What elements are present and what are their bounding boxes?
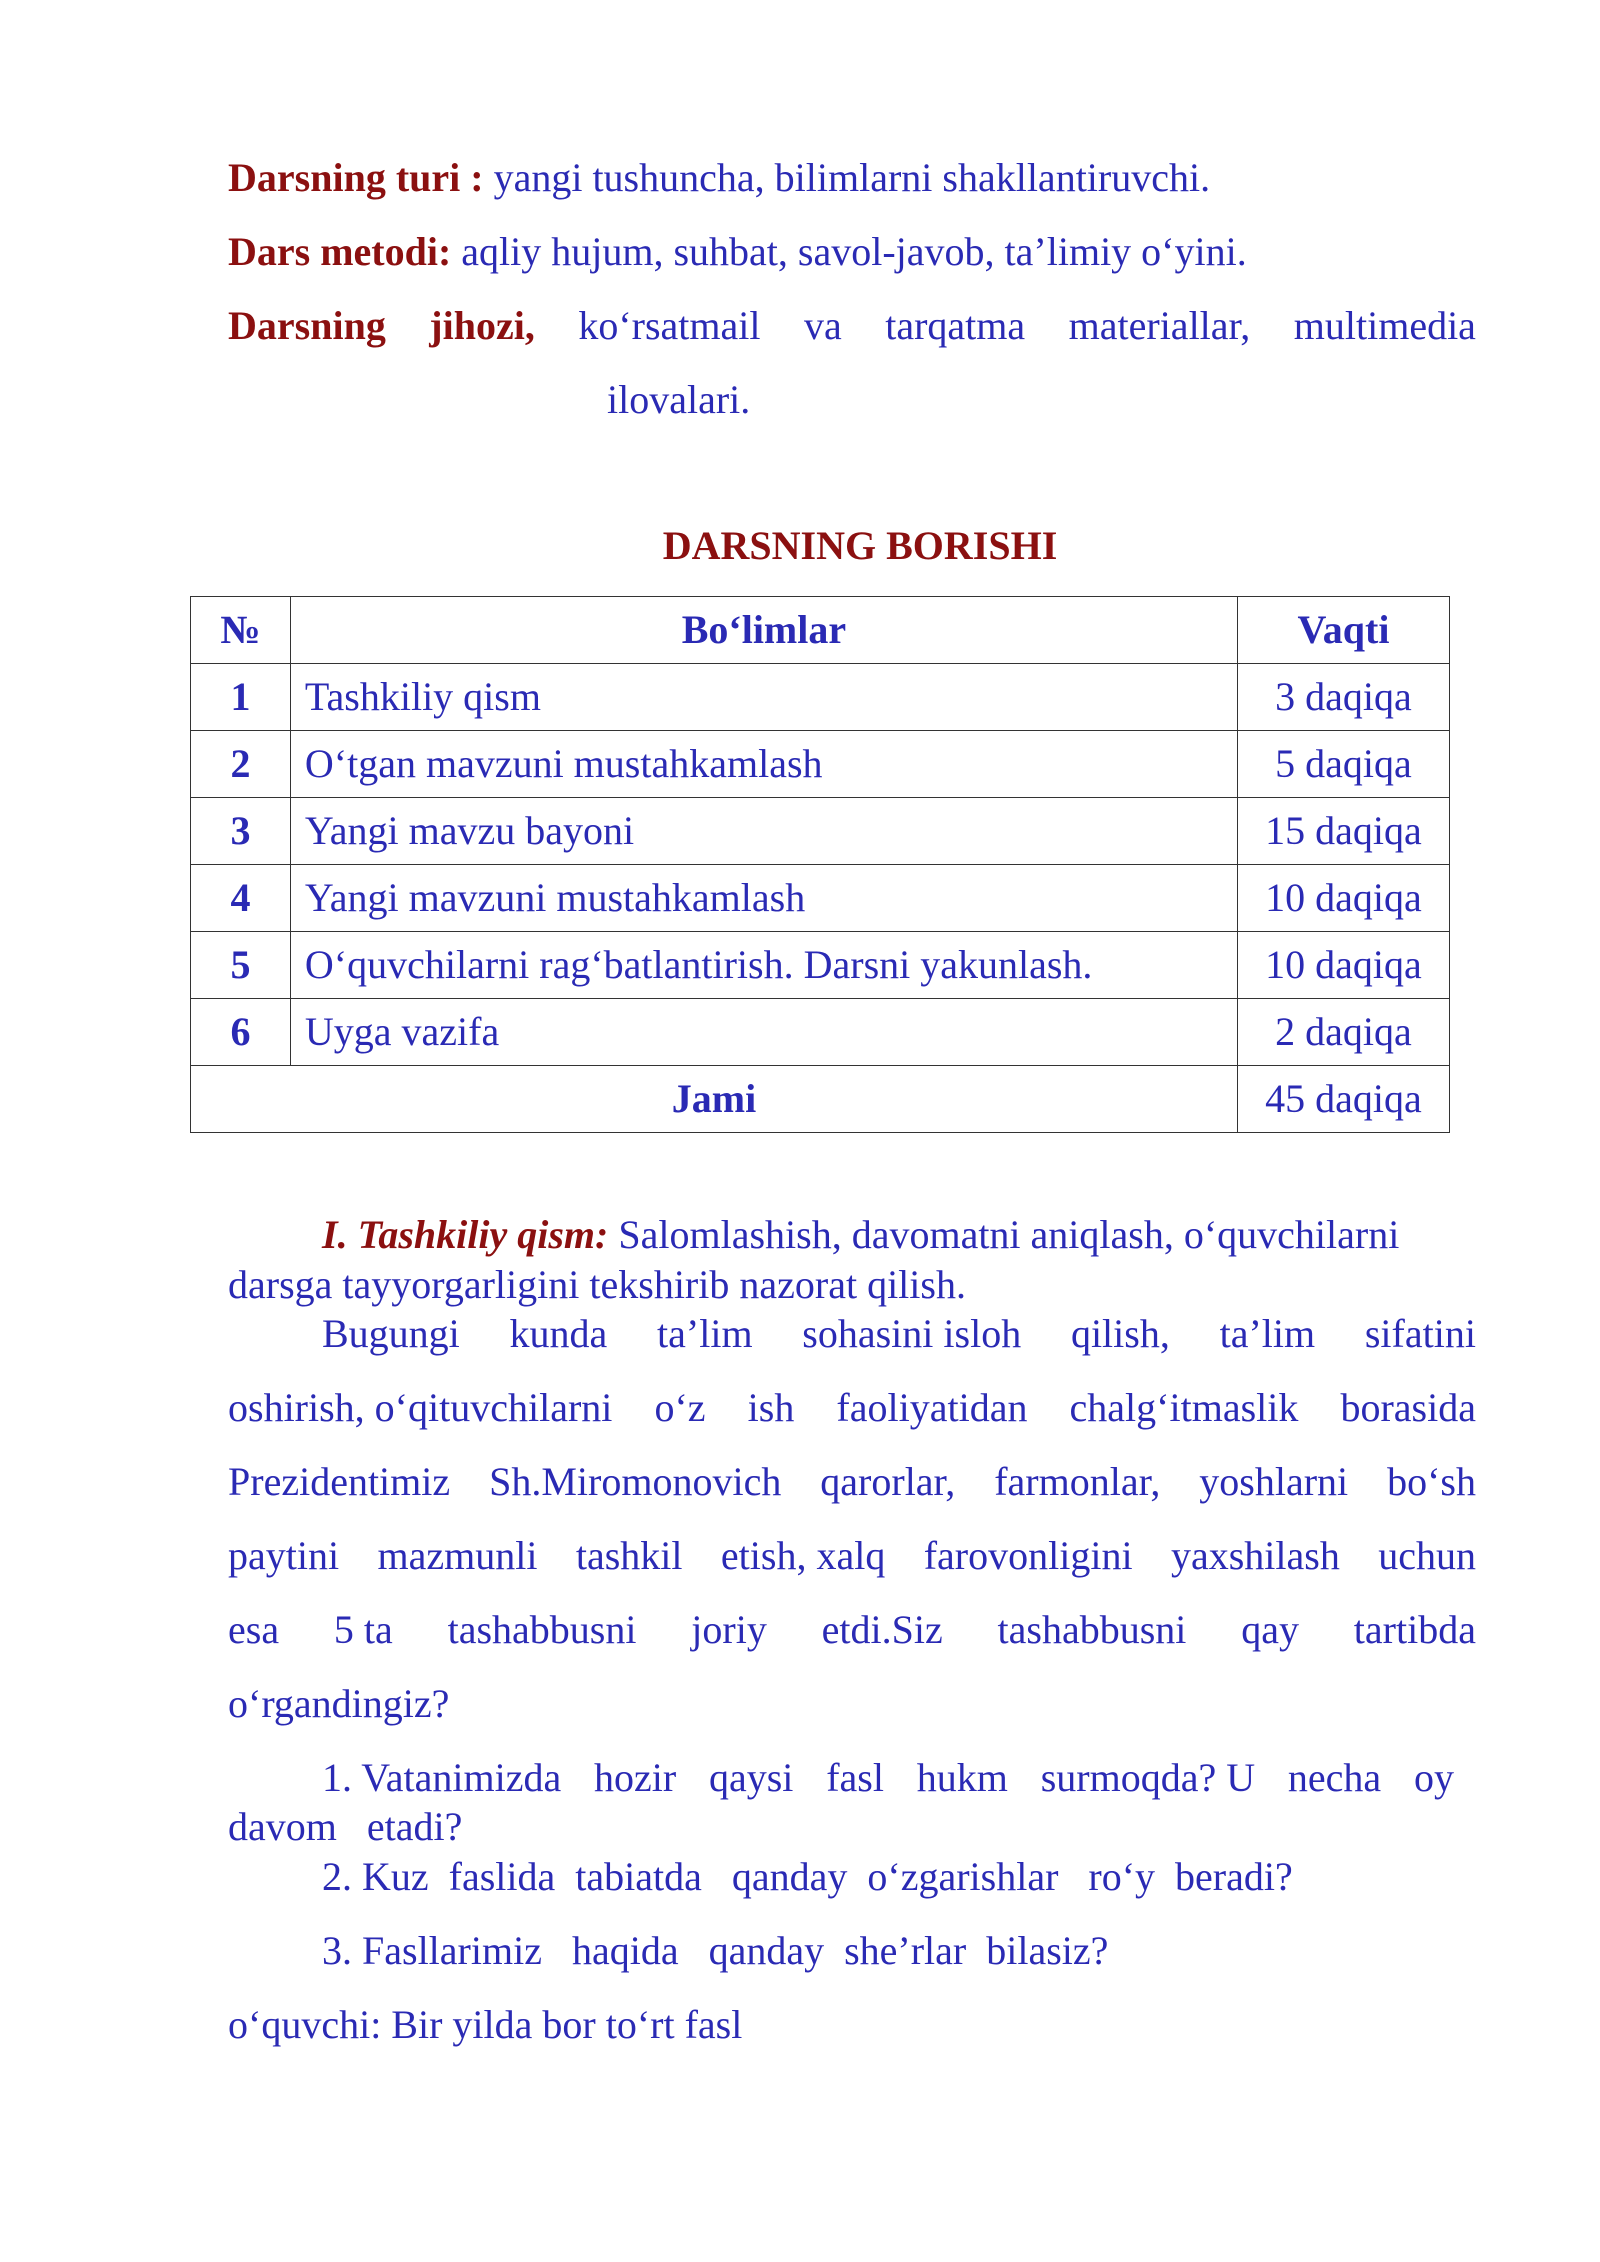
paragraph-line xyxy=(228,1606,1476,1654)
row-number: 6 xyxy=(191,999,291,1066)
equipment-word: materiallar, xyxy=(1068,303,1251,348)
word: mazmunli xyxy=(377,1533,538,1578)
word: tartibda xyxy=(1353,1607,1476,1652)
word: 1. Vatanimizda xyxy=(322,1755,562,1800)
table-row xyxy=(191,731,1450,798)
lesson-equipment-label-2: jihozi, xyxy=(429,303,535,348)
row-section: Yangi mavzuni mustahkamlash xyxy=(290,865,1237,932)
row-number: 2 xyxy=(191,731,291,798)
paragraph-line xyxy=(228,1458,1476,1506)
total-label: Jami xyxy=(191,1066,1238,1133)
total-time: 45 daqiqa xyxy=(1237,1066,1449,1133)
word: yaxshilash xyxy=(1170,1533,1340,1578)
pupil-answer: o‘quvchi: Bir yilda bor to‘rt fasl xyxy=(228,2002,743,2047)
word: o‘z xyxy=(654,1385,706,1430)
lesson-type-line xyxy=(228,154,1210,202)
lesson-method-label: Dars metodi: xyxy=(228,229,452,274)
row-section: Uyga vazifa xyxy=(290,999,1237,1066)
word: farmonlar, xyxy=(994,1459,1161,1504)
word: sohasini isloh xyxy=(802,1311,1022,1356)
equipment-word: va xyxy=(803,303,842,348)
word: etish, xalq xyxy=(720,1533,886,1578)
lesson-equipment-label-1: Darsning xyxy=(228,303,386,348)
header-section: Bo‘limlar xyxy=(290,597,1237,664)
word: sifatini xyxy=(1364,1311,1476,1356)
question-2: 2. Kuz faslida tabiatda qanday o‘zgarishlar ro‘y beradi? xyxy=(322,1854,1293,1899)
question-1 xyxy=(322,1754,1454,1802)
table-row xyxy=(191,999,1450,1066)
word: surmoqda? U xyxy=(1040,1755,1256,1800)
row-number: 3 xyxy=(191,798,291,865)
word: hukm xyxy=(916,1755,1008,1800)
paragraph-line xyxy=(228,1532,1476,1580)
row-number: 5 xyxy=(191,932,291,999)
word: qarorlar, xyxy=(820,1459,956,1504)
word: hozir xyxy=(594,1755,677,1800)
word: uchun xyxy=(1378,1533,1476,1578)
header-time: Vaqti xyxy=(1237,597,1449,664)
question-1-continuation: davom etadi? xyxy=(228,1804,463,1849)
paragraph-line xyxy=(228,1384,1476,1432)
lesson-type-label: Darsning turi : xyxy=(228,155,484,200)
row-section: Tashkiliy qism xyxy=(290,664,1237,731)
word: oshirish, o‘qituvchilarni xyxy=(228,1385,613,1430)
word: tashabbusni xyxy=(447,1607,637,1652)
word: ta’lim xyxy=(1219,1311,1316,1356)
question-3: 3. Fasllarimiz haqida qanday she’rlar bilasiz? xyxy=(322,1928,1109,1973)
paragraph-last-line: o‘rgandingiz? xyxy=(228,1681,450,1726)
word: fasl xyxy=(826,1755,884,1800)
word: tashabbusni xyxy=(997,1607,1187,1652)
word: qilish, xyxy=(1070,1311,1170,1356)
equipment-word: multimedia xyxy=(1293,303,1476,348)
word: Prezidentimiz xyxy=(228,1459,451,1504)
word: 5 ta xyxy=(333,1607,393,1652)
section1-second-line: darsga tayyorgarligini tekshirib nazorat qilish. xyxy=(228,1262,966,1307)
word: bo‘sh xyxy=(1387,1459,1476,1504)
word: tashkil xyxy=(575,1533,683,1578)
row-section: Yangi mavzu bayoni xyxy=(290,798,1237,865)
section1-first-line-text: Salomlashish, davomatni aniqlash, o‘quvchilarni xyxy=(608,1212,1400,1257)
header-number: № xyxy=(191,597,291,664)
word: joriy xyxy=(691,1607,767,1652)
word: oy xyxy=(1413,1755,1454,1800)
word: faoliyatidan xyxy=(836,1385,1028,1430)
word: kunda xyxy=(509,1311,608,1356)
word: Sh.Miromonovich xyxy=(489,1459,782,1504)
lesson-method-line xyxy=(228,228,1247,276)
row-number: 4 xyxy=(191,865,291,932)
section1-first-line xyxy=(322,1211,1399,1259)
row-time: 15 daqiqa xyxy=(1237,798,1449,865)
row-time: 3 daqiqa xyxy=(1237,664,1449,731)
word: ish xyxy=(747,1385,795,1430)
table-total-row xyxy=(191,1066,1450,1133)
plan-title: DARSNING BORISHI xyxy=(662,523,1058,568)
table-row xyxy=(191,798,1450,865)
row-section: O‘quvchilarni rag‘batlantirish. Darsni yakunlash. xyxy=(290,932,1237,999)
equipment-word: tarqatma xyxy=(885,303,1026,348)
table-row xyxy=(191,664,1450,731)
word: farovonligini xyxy=(923,1533,1133,1578)
paragraph-line xyxy=(322,1310,1476,1358)
word: chalg‘itmaslik xyxy=(1069,1385,1299,1430)
table-row xyxy=(191,865,1450,932)
word: qaysi xyxy=(708,1755,794,1800)
lesson-type-value: yangi tushuncha, bilimlarni shakllantiruvchi. xyxy=(483,155,1211,200)
word: borasida xyxy=(1340,1385,1476,1430)
word: necha xyxy=(1287,1755,1382,1800)
word: etdi.Siz xyxy=(821,1607,943,1652)
lesson-equipment-line xyxy=(228,302,1476,350)
lesson-plan-table xyxy=(190,596,1450,1133)
section1-label: I. Tashkiliy qism: xyxy=(322,1212,609,1257)
equipment-word: ko‘rsatmail xyxy=(578,303,761,348)
row-section: O‘tgan mavzuni mustahkamlash xyxy=(290,731,1237,798)
word: Bugungi xyxy=(322,1311,460,1356)
word: ta’lim xyxy=(657,1311,753,1356)
table-header-row xyxy=(191,597,1450,664)
row-time: 10 daqiqa xyxy=(1237,865,1449,932)
word: qay xyxy=(1241,1607,1299,1652)
row-number: 1 xyxy=(191,664,291,731)
table-row xyxy=(191,932,1450,999)
word: esa xyxy=(228,1607,280,1652)
row-time: 10 daqiqa xyxy=(1237,932,1449,999)
row-time: 2 daqiqa xyxy=(1237,999,1449,1066)
word: yoshlarni xyxy=(1199,1459,1349,1504)
word: paytini xyxy=(228,1533,340,1578)
lesson-method-value: aqliy hujum, suhbat, savol-javob, ta’limiy o‘yini. xyxy=(451,229,1247,274)
row-time: 5 daqiqa xyxy=(1237,731,1449,798)
lesson-equipment-continuation: ilovalari. xyxy=(607,377,751,422)
